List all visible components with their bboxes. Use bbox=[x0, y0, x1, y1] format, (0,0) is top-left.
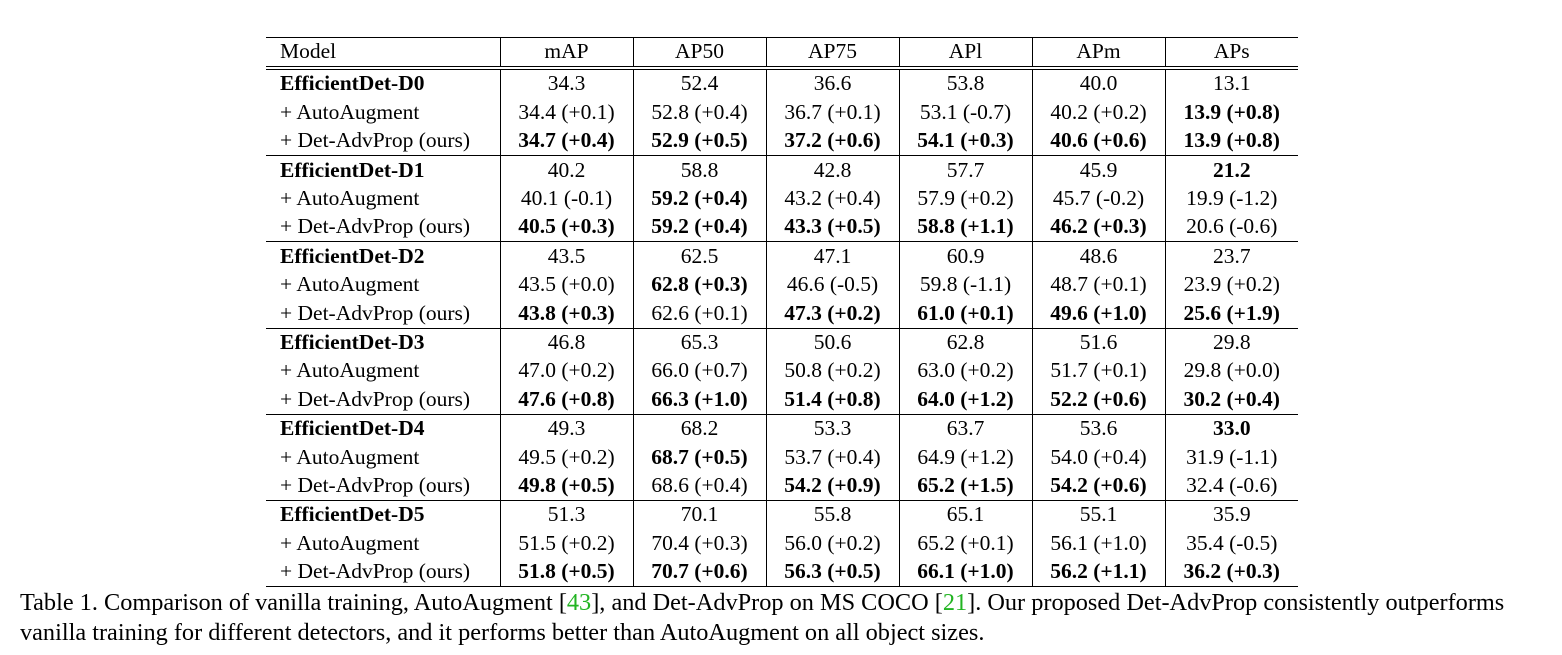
table-row bbox=[266, 156, 1298, 185]
ap75-cell: 51.4 (+0.8) bbox=[766, 385, 899, 414]
citation-link-21[interactable]: 21 bbox=[942, 589, 968, 616]
ap50-cell: 62.8 (+0.3) bbox=[633, 271, 766, 299]
apl-cell: 62.8 bbox=[899, 328, 1032, 357]
aps-cell: 23.9 (+0.2) bbox=[1165, 271, 1298, 299]
ap75-cell: 56.0 (+0.2) bbox=[766, 529, 899, 557]
map-cell: 49.5 (+0.2) bbox=[500, 443, 633, 471]
aps-cell: 35.4 (-0.5) bbox=[1165, 529, 1298, 557]
model-name-cell: + AutoAugment bbox=[280, 444, 420, 469]
ap75-cell: 37.2 (+0.6) bbox=[766, 127, 899, 156]
aps-cell: 30.2 (+0.4) bbox=[1165, 385, 1298, 414]
ap50-cell: 62.5 bbox=[633, 242, 766, 271]
caption-text-part2: ], and Det-AdvProp on MS COCO [ bbox=[591, 589, 943, 616]
map-cell: 49.3 bbox=[500, 414, 633, 443]
map-cell: 40.2 bbox=[500, 156, 633, 185]
table-row bbox=[266, 471, 1298, 500]
ap75-cell: 53.7 (+0.4) bbox=[766, 443, 899, 471]
table-caption bbox=[20, 588, 1555, 648]
model-name-cell: + AutoAugment bbox=[280, 530, 420, 555]
caption-text-part1: Table 1. Comparison of vanilla training, AutoAugment [ bbox=[20, 589, 567, 616]
apl-cell: 58.8 (+1.1) bbox=[899, 213, 1032, 242]
apm-cell: 40.2 (+0.2) bbox=[1032, 98, 1165, 126]
apm-cell: 52.2 (+0.6) bbox=[1032, 385, 1165, 414]
header-model: Model bbox=[266, 38, 500, 69]
header-ap50: AP50 bbox=[633, 38, 766, 69]
ap75-cell: 36.7 (+0.1) bbox=[766, 98, 899, 126]
ap50-cell: 62.6 (+0.1) bbox=[633, 299, 766, 328]
ap50-cell: 68.2 bbox=[633, 414, 766, 443]
ap75-cell: 43.3 (+0.5) bbox=[766, 213, 899, 242]
ap75-cell: 50.6 bbox=[766, 328, 899, 357]
aps-cell: 19.9 (-1.2) bbox=[1165, 185, 1298, 213]
header-map: mAP bbox=[500, 38, 633, 69]
apm-cell: 45.7 (-0.2) bbox=[1032, 185, 1165, 213]
model-name-cell: EfficientDet-D0 bbox=[266, 68, 500, 98]
results-table bbox=[266, 37, 1298, 587]
ap75-cell: 55.8 bbox=[766, 500, 899, 529]
apm-cell: 53.6 bbox=[1032, 414, 1165, 443]
table-row bbox=[266, 414, 1298, 443]
map-cell: 43.5 bbox=[500, 242, 633, 271]
apm-cell: 54.0 (+0.4) bbox=[1032, 443, 1165, 471]
aps-cell: 32.4 (-0.6) bbox=[1165, 471, 1298, 500]
apm-cell: 51.7 (+0.1) bbox=[1032, 357, 1165, 385]
map-cell: 34.4 (+0.1) bbox=[500, 98, 633, 126]
ap50-cell: 66.0 (+0.7) bbox=[633, 357, 766, 385]
aps-cell: 25.6 (+1.9) bbox=[1165, 299, 1298, 328]
ap50-cell: 52.9 (+0.5) bbox=[633, 127, 766, 156]
ap50-cell: 65.3 bbox=[633, 328, 766, 357]
table-body bbox=[266, 68, 1298, 587]
apm-cell: 48.7 (+0.1) bbox=[1032, 271, 1165, 299]
model-name-cell: + Det-AdvProp (ours) bbox=[266, 558, 500, 587]
header-aps: APs bbox=[1165, 38, 1298, 69]
ap50-cell: 70.1 bbox=[633, 500, 766, 529]
table-row bbox=[266, 558, 1298, 587]
table-row bbox=[266, 328, 1298, 357]
table-row bbox=[266, 357, 1298, 385]
ap75-cell: 54.2 (+0.9) bbox=[766, 471, 899, 500]
ap75-cell: 46.6 (-0.5) bbox=[766, 271, 899, 299]
apm-cell: 51.6 bbox=[1032, 328, 1165, 357]
model-name-cell: + Det-AdvProp (ours) bbox=[280, 128, 471, 153]
table-row bbox=[266, 213, 1298, 242]
apl-cell: 65.2 (+1.5) bbox=[899, 471, 1032, 500]
ap75-cell: 56.3 (+0.5) bbox=[766, 558, 899, 587]
ap50-cell: 52.4 bbox=[633, 68, 766, 98]
apl-cell: 65.2 (+0.1) bbox=[899, 529, 1032, 557]
model-name-cell: + Det-AdvProp (ours) bbox=[280, 300, 471, 325]
map-cell: 43.8 (+0.3) bbox=[500, 299, 633, 328]
header-apm: APm bbox=[1032, 38, 1165, 69]
map-cell: 49.8 (+0.5) bbox=[500, 471, 633, 500]
ap75-cell: 43.2 (+0.4) bbox=[766, 185, 899, 213]
apm-cell: 56.2 (+1.1) bbox=[1032, 558, 1165, 587]
ap75-cell: 53.3 bbox=[766, 414, 899, 443]
apl-cell: 54.1 (+0.3) bbox=[899, 127, 1032, 156]
apl-cell: 64.9 (+1.2) bbox=[899, 443, 1032, 471]
map-cell: 46.8 bbox=[500, 328, 633, 357]
table-row bbox=[266, 127, 1298, 156]
map-cell: 51.8 (+0.5) bbox=[500, 558, 633, 587]
table-row bbox=[266, 185, 1298, 213]
citation-link-43[interactable]: 43 bbox=[566, 589, 592, 616]
map-cell: 34.7 (+0.4) bbox=[500, 127, 633, 156]
apl-cell: 57.9 (+0.2) bbox=[899, 185, 1032, 213]
header-ap75: AP75 bbox=[766, 38, 899, 69]
aps-cell: 20.6 (-0.6) bbox=[1165, 213, 1298, 242]
model-name-cell: + AutoAugment bbox=[280, 99, 420, 124]
ap75-cell: 42.8 bbox=[766, 156, 899, 185]
apl-cell: 64.0 (+1.2) bbox=[899, 385, 1032, 414]
ap75-cell: 50.8 (+0.2) bbox=[766, 357, 899, 385]
ap75-cell: 36.6 bbox=[766, 68, 899, 98]
ap50-cell: 59.2 (+0.4) bbox=[633, 213, 766, 242]
model-name-cell: + Det-AdvProp (ours) bbox=[280, 472, 471, 497]
apl-cell: 53.1 (-0.7) bbox=[899, 98, 1032, 126]
model-name-cell: EfficientDet-D2 bbox=[266, 242, 500, 271]
map-cell: 47.0 (+0.2) bbox=[500, 357, 633, 385]
apm-cell: 48.6 bbox=[1032, 242, 1165, 271]
aps-cell: 36.2 (+0.3) bbox=[1165, 558, 1298, 587]
header-row bbox=[266, 38, 1298, 69]
table-row bbox=[266, 271, 1298, 299]
results-table-container bbox=[266, 37, 1298, 587]
aps-cell: 13.1 bbox=[1165, 68, 1298, 98]
ap50-cell: 58.8 bbox=[633, 156, 766, 185]
apm-cell: 56.1 (+1.0) bbox=[1032, 529, 1165, 557]
apm-cell: 46.2 (+0.3) bbox=[1032, 213, 1165, 242]
apm-cell: 45.9 bbox=[1032, 156, 1165, 185]
model-name-cell: + AutoAugment bbox=[280, 358, 420, 383]
apl-cell: 61.0 (+0.1) bbox=[899, 299, 1032, 328]
ap50-cell: 70.7 (+0.6) bbox=[633, 558, 766, 587]
aps-cell: 31.9 (-1.1) bbox=[1165, 443, 1298, 471]
ap75-cell: 47.1 bbox=[766, 242, 899, 271]
map-cell: 47.6 (+0.8) bbox=[500, 385, 633, 414]
apl-cell: 63.7 bbox=[899, 414, 1032, 443]
apl-cell: 59.8 (-1.1) bbox=[899, 271, 1032, 299]
apm-cell: 40.6 (+0.6) bbox=[1032, 127, 1165, 156]
model-name-cell: EfficientDet-D5 bbox=[266, 500, 500, 529]
map-cell: 51.3 bbox=[500, 500, 633, 529]
aps-cell: 23.7 bbox=[1165, 242, 1298, 271]
ap50-cell: 66.3 (+1.0) bbox=[633, 385, 766, 414]
table-row bbox=[266, 68, 1298, 98]
model-name-cell: EfficientDet-D3 bbox=[266, 328, 500, 357]
table-row bbox=[266, 443, 1298, 471]
apl-cell: 65.1 bbox=[899, 500, 1032, 529]
ap50-cell: 68.6 (+0.4) bbox=[633, 471, 766, 500]
aps-cell: 35.9 bbox=[1165, 500, 1298, 529]
model-name-cell: + AutoAugment bbox=[280, 186, 420, 210]
aps-cell: 13.9 (+0.8) bbox=[1165, 98, 1298, 126]
ap50-cell: 70.4 (+0.3) bbox=[633, 529, 766, 557]
aps-cell: 21.2 bbox=[1165, 156, 1298, 185]
table-row bbox=[266, 242, 1298, 271]
model-name-cell: EfficientDet-D1 bbox=[266, 156, 500, 185]
apl-cell: 66.1 (+1.0) bbox=[899, 558, 1032, 587]
caption-text-part3: ]. Our proposed Det-AdvProp consistently outperforms vanilla training for different detectors, and it performs better than AutoAugment on all object sizes. bbox=[20, 589, 1505, 646]
table-row bbox=[266, 529, 1298, 557]
model-name-cell: + Det-AdvProp (ours) bbox=[280, 214, 471, 239]
table-header bbox=[266, 38, 1298, 69]
header-apl: APl bbox=[899, 38, 1032, 69]
map-cell: 40.5 (+0.3) bbox=[500, 213, 633, 242]
map-cell: 34.3 bbox=[500, 68, 633, 98]
map-cell: 51.5 (+0.2) bbox=[500, 529, 633, 557]
aps-cell: 33.0 bbox=[1165, 414, 1298, 443]
aps-cell: 29.8 (+0.0) bbox=[1165, 357, 1298, 385]
model-name-cell: + Det-AdvProp (ours) bbox=[280, 386, 471, 411]
table-row bbox=[266, 385, 1298, 414]
table-row bbox=[266, 500, 1298, 529]
apm-cell: 55.1 bbox=[1032, 500, 1165, 529]
aps-cell: 29.8 bbox=[1165, 328, 1298, 357]
apl-cell: 53.8 bbox=[899, 68, 1032, 98]
model-name-cell: + AutoAugment bbox=[280, 272, 420, 297]
apm-cell: 40.0 bbox=[1032, 68, 1165, 98]
apl-cell: 57.7 bbox=[899, 156, 1032, 185]
ap75-cell: 47.3 (+0.2) bbox=[766, 299, 899, 328]
ap50-cell: 52.8 (+0.4) bbox=[633, 98, 766, 126]
map-cell: 40.1 (-0.1) bbox=[500, 185, 633, 213]
apl-cell: 63.0 (+0.2) bbox=[899, 357, 1032, 385]
apm-cell: 54.2 (+0.6) bbox=[1032, 471, 1165, 500]
apl-cell: 60.9 bbox=[899, 242, 1032, 271]
apm-cell: 49.6 (+1.0) bbox=[1032, 299, 1165, 328]
model-name-cell: EfficientDet-D4 bbox=[266, 414, 500, 443]
ap50-cell: 59.2 (+0.4) bbox=[633, 185, 766, 213]
table-row bbox=[266, 98, 1298, 126]
ap50-cell: 68.7 (+0.5) bbox=[633, 443, 766, 471]
map-cell: 43.5 (+0.0) bbox=[500, 271, 633, 299]
table-row bbox=[266, 299, 1298, 328]
aps-cell: 13.9 (+0.8) bbox=[1165, 127, 1298, 156]
